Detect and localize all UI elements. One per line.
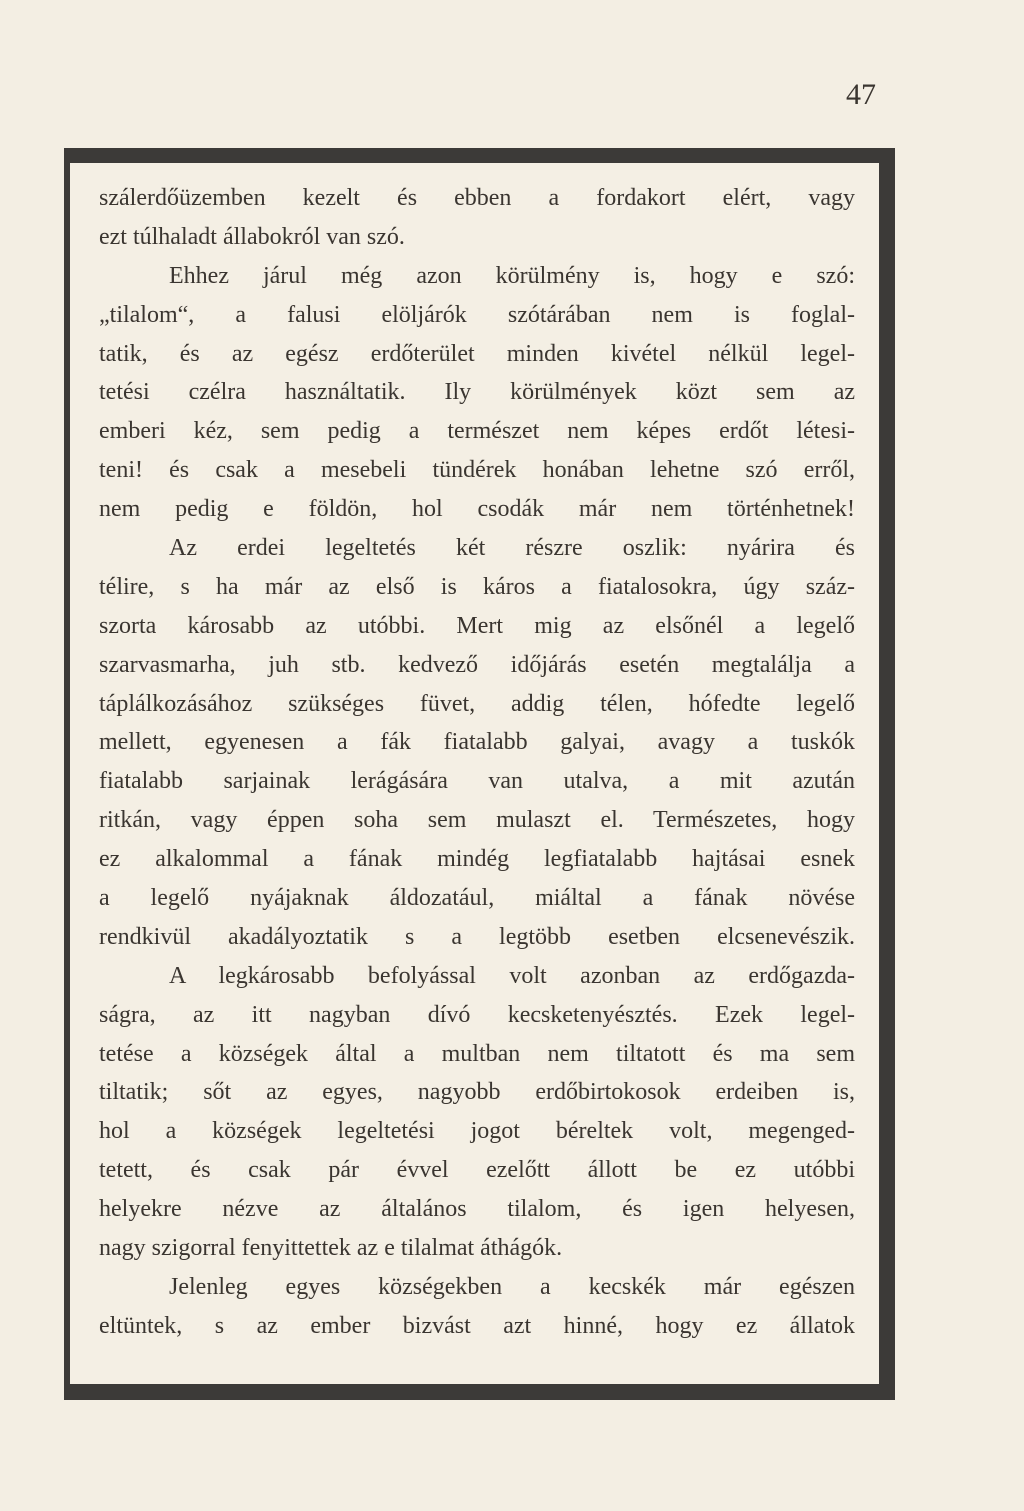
text-line: „tilalom“, a falusi elöljárók szótárában nem is foglal- [99,301,855,328]
text-line: ságra, az itt nagyban dívó kecsketenyésztés. Ezek legel- [99,1001,855,1028]
text-line: szarvasmarha, juh stb. kedvező időjárás esetén megtalálja a [99,651,855,678]
text-line: nagy szigorral fenyittettek az e tilalmat áthágók. [99,1235,563,1262]
text-line: a legelő nyájaknak áldozatául, miáltal a fának növése [99,885,855,912]
text-line: tetett, és csak pár évvel ezelőtt állott be ez utóbbi [99,1157,855,1184]
text-line: eltüntek, s az ember bizvást azt hinné, hogy ez állatok [99,1312,855,1339]
text-line: tiltatik; sőt az egyes, nagyobb erdőbirtokosok erdeiben is, [99,1079,855,1106]
paragraph-start-line: A legkárosabb befolyással volt azonban az erdőgazda- [169,962,855,989]
text-line: tatik, és az egész erdőterület minden kivétel nélkül legel- [99,340,855,367]
text-line: szálerdőüzemben kezelt és ebben a fordakort elért, vagy [99,185,855,211]
text-line: teni! és csak a mesebeli tündérek honában lehetne szó erről, [99,457,855,484]
text-line: nem pedig e földön, hol csodák már nem történhetnek! [99,496,855,523]
text-line: helyekre nézve az általános tilalom, és igen helyesen, [99,1196,855,1223]
text-line: fiatalabb sarjainak lerágására van utalva, a mit azután [99,768,855,795]
text-line: hol a községek legeltetési jogot béreltek volt, megenged- [99,1118,855,1145]
text-line: tetési czélra használtatik. Ily körülmények közt sem az [99,379,855,406]
text-line: ez alkalommal a fának mindég legfiatalabb hajtásai esnek [99,846,855,873]
text-line: ezt túlhaladt állabokról van szó. [99,223,405,250]
paragraph-start-line: Az erdei legeltetés két részre oszlik: nyárira és [169,535,855,562]
text-line: tetése a községek által a multban nem tiltatott és ma sem [99,1040,855,1067]
paragraph-start-line: Ehhez járul még azon körülmény is, hogy e szó: [169,262,855,289]
text-line: rendkivül akadályoztatik s a legtöbb esetben elcsenevészik. [99,923,855,950]
paragraph-start-line: Jelenleg egyes községekben a kecskék már egészen [169,1273,855,1300]
page-number: 47 [846,78,876,111]
text-line: emberi kéz, sem pedig a természet nem képes erdőt létesi- [99,418,855,445]
text-line: ritkán, vagy éppen soha sem mulaszt el. Természetes, hogy [99,807,855,834]
text-line: mellett, egyenesen a fák fiatalabb galyai, avagy a tuskók [99,729,855,756]
text-line: táplálkozásához szükséges füvet, addig télen, hófedte legelő [99,690,855,717]
text-line: télire, s ha már az első is káros a fiatalosokra, úgy száz- [99,573,855,600]
body-text [99,179,855,1346]
text-line: szorta károsabb az utóbbi. Mert mig az elsőnél a legelő [99,612,855,639]
